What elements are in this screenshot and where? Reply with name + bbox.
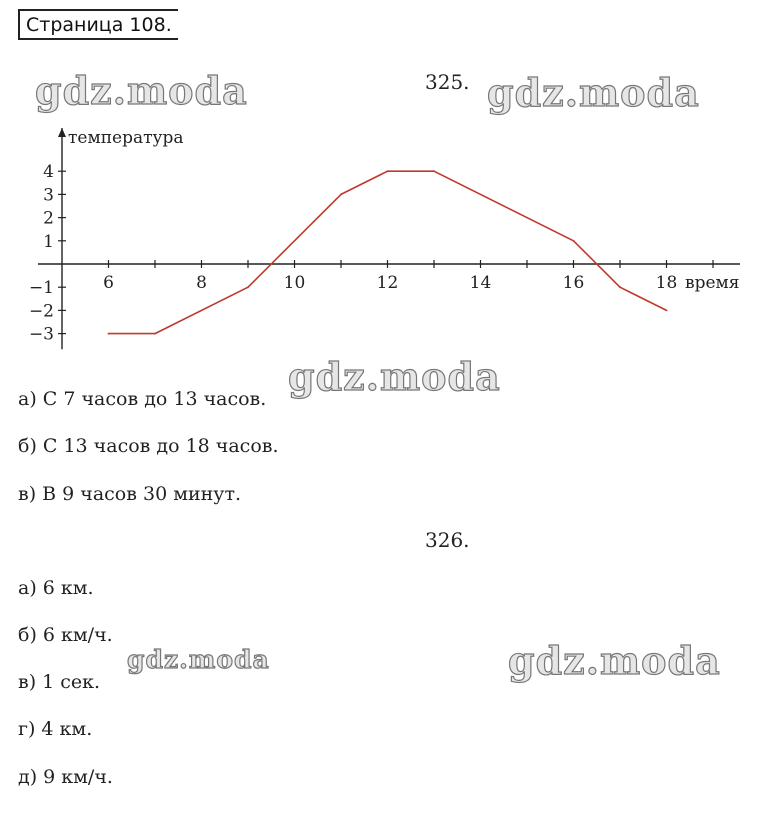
data-point — [666, 310, 668, 312]
data-point — [247, 286, 249, 288]
data-point — [619, 286, 621, 288]
y-tick-label: −1 — [28, 278, 54, 299]
data-point — [433, 170, 435, 172]
data-point — [573, 240, 575, 242]
x-axis-label: время — [685, 273, 740, 293]
data-point — [387, 170, 389, 172]
task-326-answer-a: а) 6 км. — [18, 577, 94, 599]
temperature-chart — [0, 110, 760, 370]
y-tick-label: 3 — [43, 185, 54, 206]
y-axis-arrow — [58, 128, 66, 137]
task-326-answer-c: в) 1 сек. — [18, 671, 101, 693]
x-tick-label: 10 — [283, 273, 306, 293]
x-tick-label: 6 — [103, 273, 114, 293]
task-325-answer-c: в) В 9 часов 30 минут. — [18, 483, 242, 505]
y-tick-label: 1 — [43, 231, 54, 252]
x-tick-label: 16 — [562, 273, 585, 293]
task-326-answer-b: б) 6 км/ч. — [18, 624, 113, 646]
page-label: Страница 108. — [18, 9, 178, 40]
y-tick-label: 2 — [43, 208, 54, 229]
watermark: gdz.moda — [288, 354, 501, 399]
chart-axes — [38, 128, 740, 349]
watermark: gdz.moda — [35, 68, 248, 113]
chart-series — [108, 170, 668, 334]
task-325-answer-a: а) С 7 часов до 13 часов. — [18, 388, 267, 410]
x-tick-label: 12 — [376, 273, 399, 293]
task-325-number: 325. — [425, 70, 470, 94]
watermark: gdz.moda — [127, 645, 270, 674]
watermark: gdz.moda — [508, 638, 721, 683]
chart-ticks — [29, 162, 713, 344]
task-326-answer-d: г) 4 км. — [18, 718, 93, 740]
data-point — [340, 194, 342, 196]
temperature-line — [109, 171, 667, 333]
task-325-answer-b: б) С 13 часов до 18 часов. — [18, 435, 279, 457]
data-point — [154, 333, 156, 335]
watermark: gdz.moda — [487, 70, 700, 115]
y-tick-label: −2 — [28, 301, 54, 322]
y-tick-label: 4 — [43, 162, 54, 183]
task-326-number: 326. — [425, 528, 470, 552]
task-326-answer-e: д) 9 км/ч. — [18, 766, 113, 788]
y-tick-label: −3 — [28, 324, 54, 345]
y-axis-label: температура — [68, 128, 184, 148]
data-point — [108, 333, 110, 335]
chart-labels — [68, 128, 739, 293]
x-tick-label: 8 — [196, 273, 207, 293]
x-tick-label: 14 — [469, 273, 492, 293]
x-tick-label: 18 — [655, 273, 678, 293]
